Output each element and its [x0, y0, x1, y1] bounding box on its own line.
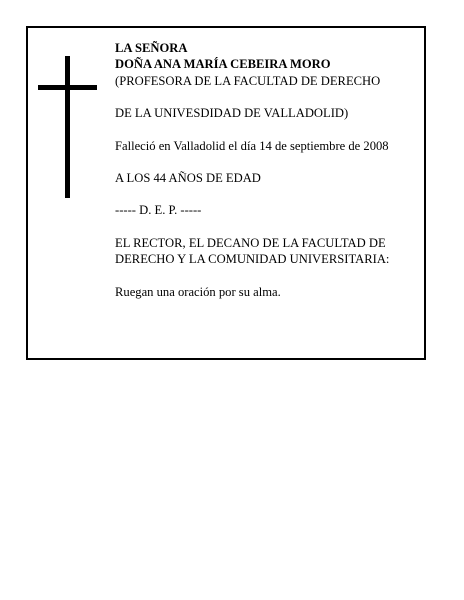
obituary-notice: [26, 26, 426, 360]
deceased-name: DOÑA ANA MARÍA CEBEIRA MORO: [115, 57, 331, 72]
role-line-1: (PROFESORA DE LA FACULTAD DE DERECHO: [115, 73, 381, 88]
mourners-line-1: EL RECTOR, EL DECANO DE LA FACULTAD DE: [115, 235, 386, 250]
cross-horizontal-bar: [38, 85, 97, 90]
prayer-line: Ruegan una oración por su alma.: [115, 284, 281, 299]
death-statement: Falleció en Valladolid el día 14 de septiembre de 2008: [115, 138, 389, 153]
rip-line: ----- D. E. P. -----: [115, 203, 202, 218]
age-statement: A LOS 44 AÑOS DE EDAD: [115, 171, 261, 186]
cross-vertical-bar: [65, 56, 70, 198]
role-line-2: DE LA UNIVESDIDAD DE VALLADOLID): [115, 106, 349, 121]
notice-text: [115, 40, 423, 300]
notice-title: LA SEÑORA: [115, 41, 188, 55]
mourners-line-2: DERECHO Y LA COMUNIDAD UNIVERSITARIA:: [115, 252, 390, 267]
